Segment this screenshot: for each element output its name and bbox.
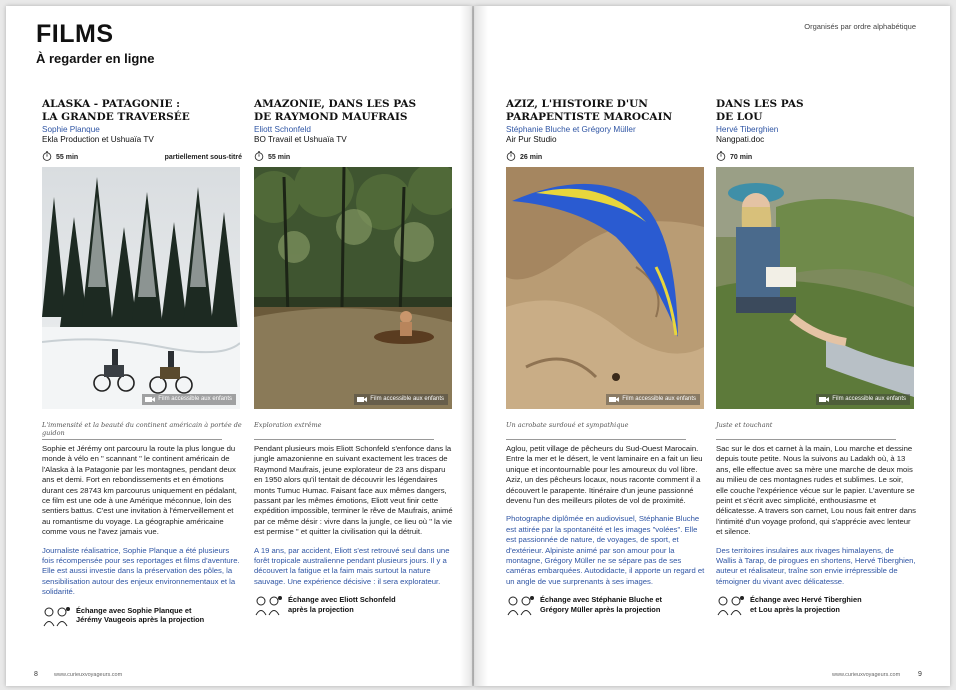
camera-icon [357,396,367,403]
director-bio: Photographe diplômée en audiovisuel, Stéphanie Bluche est attirée par la spontanéité et les images "volées". Elle est passionnée de nature, de voyages, de sport, et d'extérieur. Alpiniste animé par son amour pour la montagne, Grégory Müller ne se sépare pas de ses caméras embarquées. Autodidacte, il apporte un regard et un angle de vue surprenants à ses images. [506,514,705,586]
film-producer: Nangpati.doc [716,135,765,144]
film-title [42,98,242,124]
director-bio: Des territoires insulaires aux rivages himalayens, de Wallis à Tarap, de pirogues en shortens, Hervé Tiberghien, auteur et réalisateur, traîne son envie irrépressible de témoigner du vivant avec délicatesse. [716,545,916,586]
film-meta [506,151,706,167]
film-title-line: AZIZ, L'HISTOIRE D'UN [506,98,648,110]
exchange-text: après la projection [288,604,354,614]
film-title [254,98,454,124]
camera-icon [609,396,619,403]
kids-friendly-badge [354,394,448,405]
film-title-line: LA GRANDE TRAVERSÉE [42,110,190,123]
divider [506,439,686,440]
audience-icon [716,595,746,617]
film-duration: 55 min [268,154,291,161]
film-synopsis: Sophie et Jérémy ont parcouru la route la plus longue du monde à vélo en " scannant " le continent américain de l'Alaska à la Patagonie par les montagnes, pendant deux ans et demi. Fort en rebondissements et en émotions durant ces 28743 km parcourus uniquement en pédalant, ce film est une ode à une Amérique méconnue, loin des sentiers battus. C'est une invitation à l'émerveillement et au romantisme du voyage. La géographie américaine comme vous ne l'avez jamais vue. [42,444,237,537]
film-synopsis: Pendant plusieurs mois Eliott Schonfeld s'enfonce dans la jungle amazonienne en suivant exactement les traces de Raymond Maufrais, jeune explorateur de 23 ans disparu en 1950 alors qu'il tentait de découvrir les légendaires monts Tumuc Humac. Faisant face aux mêmes dangers, passant par les mêmes émotions, Eliott veut finir cette expédition impossible, terminer le rêve de Maufrais, animé par ce même désir : vivre dans la jungle, ce lieu où " la vie est permise " et quitter la civilisation qui la détruit. [254,444,453,537]
kids-friendly-badge [142,394,236,405]
stopwatch-icon [506,151,516,161]
film-synopsis: Aglou, petit village de pêcheurs du Sud-Ouest Marocain. Entre la mer et le désert, le vent laminaire en a fait un lieu unique et incontournable pour les amoureux du vol libre. Aziz, un des pêcheurs locaux, nous raconte comment il a découvert le parapente. Itinéraire d'un jeune passionné devenu l'un des meilleurs pilotes de vol de proximité. [506,444,703,506]
film-duration: 55 min [56,154,79,161]
badge-label: Film accessible aux enfants [158,396,232,402]
film-tagline: Un acrobate surdoué et sympathique [506,421,629,429]
film-title-line: DE LOU [716,110,763,123]
subtitle-note: partiellement sous-titré [164,154,242,161]
stopwatch-icon [254,151,264,161]
exchange-text: Jérémy Vaugeois après la projection [76,615,205,625]
section-title: FILMS [36,20,114,48]
sort-note: Organisés par ordre alphabétique [804,22,916,31]
exchange-text: Échange avec Sophie Planque et [76,605,192,615]
exchange-text: Échange avec Eliott Schonfeld [288,595,396,605]
exchange-text: Grégory Müller après la projection [540,604,661,614]
film-photo-paraglider [506,167,704,409]
divider [42,439,222,440]
audience-icon [506,595,536,617]
footer-url-right: www.curieuxvoyageurs.com [832,672,901,678]
badge-label: Film accessible aux enfants [370,396,444,402]
film-meta [716,151,916,167]
film-director: Stéphanie Bluche et Grégory Müller [506,125,636,134]
film-tagline: L'immensité et la beauté du continent américain à portée de guidon [42,421,242,437]
film-producer: BO Travail et Ushuaïa TV [254,135,347,144]
exchange-text: Échange avec Hervé Tiberghien [750,595,862,605]
exchange-note [506,595,706,619]
film-card-amazonie [254,98,454,619]
film-duration: 26 min [520,154,543,161]
stopwatch-icon [42,151,52,161]
film-title-line: ALASKA - PATAGONIE : [42,98,181,110]
film-director: Eliott Schonfeld [254,125,311,134]
film-title-line: AMAZONIE, DANS LES PAS [254,98,417,110]
camera-icon [819,396,829,403]
film-meta [42,151,242,167]
film-tagline: Exploration extrême [254,421,322,429]
film-card-aziz [506,98,706,619]
film-synopsis: Sac sur le dos et carnet à la main, Lou marche et dessine depuis toute petite. Nous la suivons au Ladakh où, à 13 ans, elle effectue avec sa mère une marche de deux mois au milieu de ces montagnes rudes et sublimes. Le soir, elle couche l'expérience vécue sur le papier. L'aventure se peint et s'écrit avec simplicité, enthousiasme et délicatesse. A travers son carnet, Lou nous fait entrer dans l'intimité d'un voyage profond, qui s'apprécie avec lenteur et silence. [716,444,916,537]
exchange-note [716,595,916,619]
exchange-text: et Lou après la projection [750,604,840,614]
exchange-note [254,595,454,619]
section-subtitle: À regarder en ligne [36,51,155,66]
page-number-right: 9 [918,671,922,678]
kids-friendly-badge [816,394,910,405]
film-tagline: Juste et touchant [716,421,773,429]
film-card-lou [716,98,916,619]
film-title-line: DE RAYMOND MAUFRAIS [254,110,408,123]
film-producer: Air Pur Studio [506,135,557,144]
film-producer: Ekla Production et Ushuaïa TV [42,135,154,144]
film-photo-girl-drawing [716,167,914,409]
director-bio: A 19 ans, par accident, Eliott s'est retrouvé seul dans une forêt tropicale australienne pendant plusieurs jours. Il y a découvert la fatigue et la faim mais surtout la nature sauvage. Une expérience décisive : il sera explorateur. [254,545,450,586]
film-title-line: DANS LES PAS [716,98,804,110]
film-card-alaska [42,98,242,630]
exchange-note [42,606,242,630]
audience-icon [42,606,72,628]
badge-label: Film accessible aux enfants [832,396,906,402]
exchange-text: Échange avec Stéphanie Bluche et [540,595,662,605]
divider [254,439,434,440]
divider [716,439,896,440]
footer-url-left: www.curieuxvoyageurs.com [54,672,123,678]
audience-icon [254,595,284,617]
film-title-line: PARAPENTISTE MAROCAIN [506,110,673,123]
film-photo-jungle-river [254,167,452,409]
camera-icon [145,396,155,403]
film-duration: 70 min [730,154,753,161]
badge-label: Film accessible aux enfants [622,396,696,402]
film-director: Sophie Planque [42,125,100,134]
film-title [716,98,916,124]
director-bio: Journaliste réalisatrice, Sophie Planque a été plusieurs fois récompensée pour ses reportages et films d'aventure. Elle est aussi investie dans la préservation des pôles, la sensibilisation autour des enjeux environnementaux et la solidarité. [42,545,240,597]
film-director: Hervé Tiberghien [716,125,779,134]
page-number-left: 8 [34,671,38,678]
kids-friendly-badge [606,394,700,405]
film-title [506,98,706,124]
stopwatch-icon [716,151,726,161]
film-meta [254,151,454,167]
film-photo-snowy-forest [42,167,240,409]
